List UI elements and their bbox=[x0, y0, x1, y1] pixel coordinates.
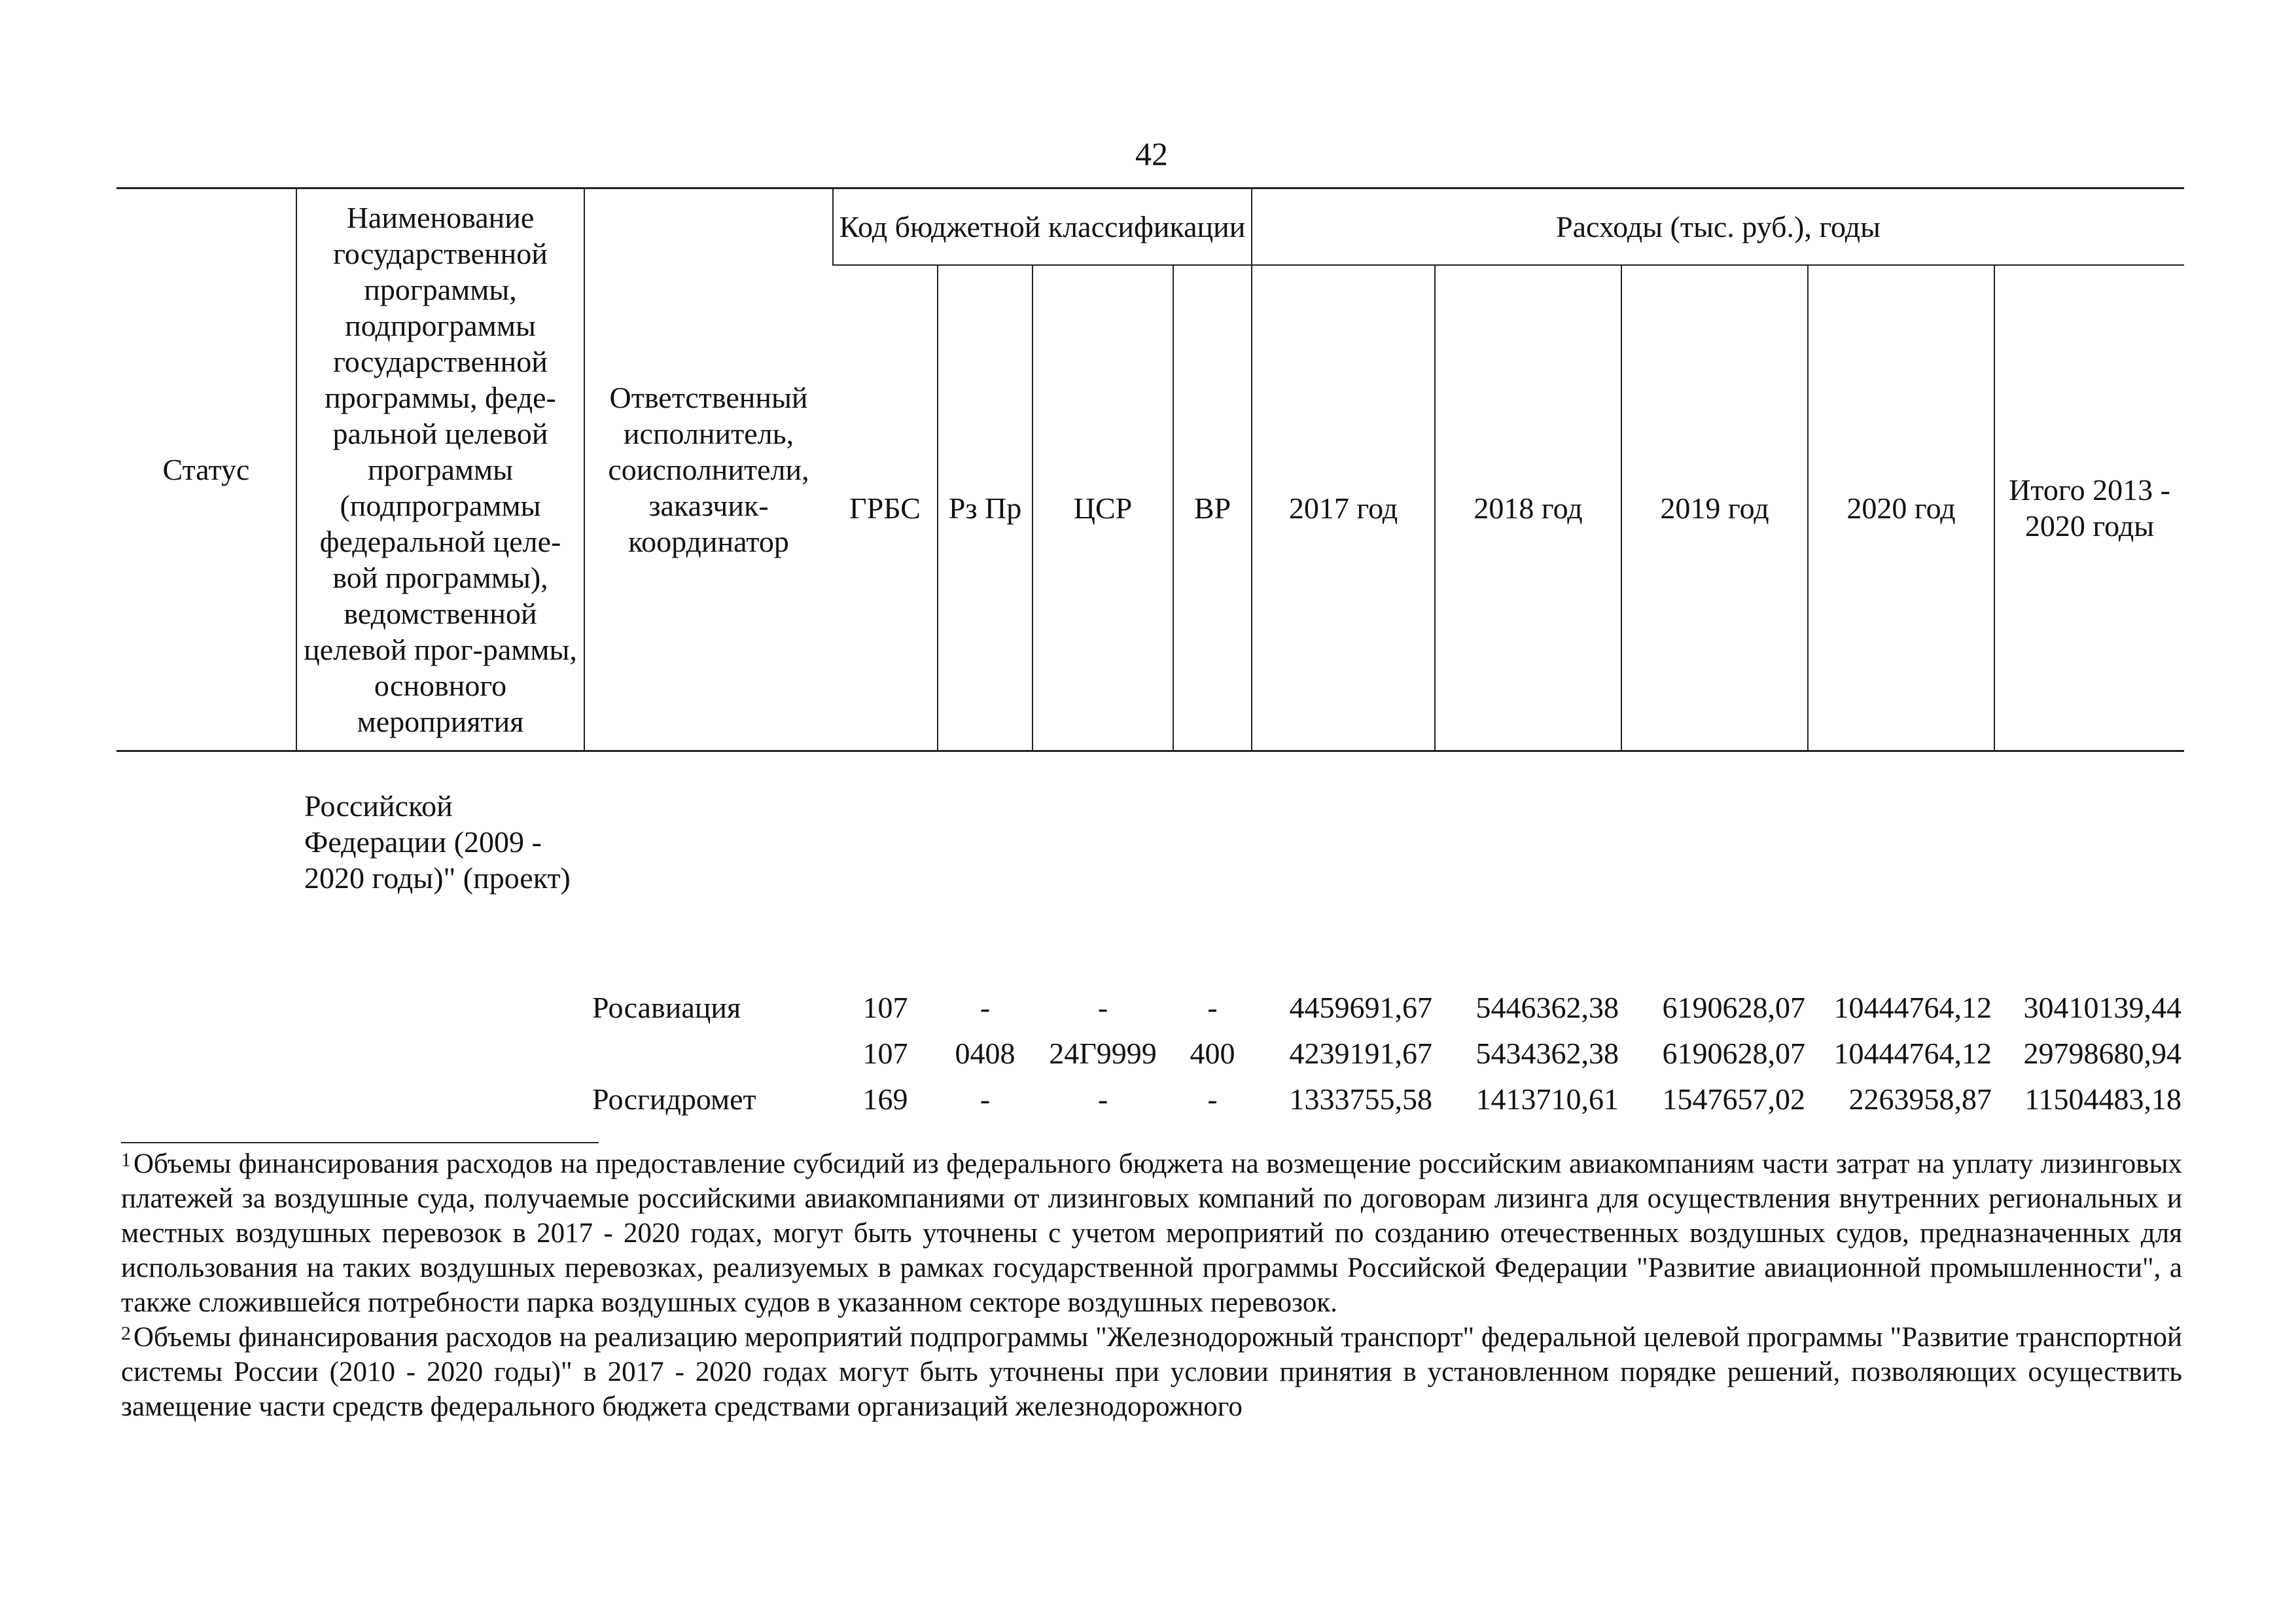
cell-total: 30410139,44 bbox=[2023, 990, 2182, 1024]
table-row bbox=[116, 1030, 2184, 1076]
cell-2018: 5446362,38 bbox=[1475, 990, 1619, 1024]
header-executor: Ответственный исполнитель, соисполнители, заказчик-координатор bbox=[584, 188, 833, 751]
cell-2019: 6190628,07 bbox=[1662, 990, 1806, 1024]
footnote-separator bbox=[121, 1142, 599, 1143]
header-rz-pr: Рз Пр bbox=[938, 265, 1033, 751]
footnote-2 bbox=[121, 1320, 2182, 1424]
cell-executor bbox=[584, 1030, 833, 1076]
header-expenses-group: Расходы (тыс. руб.), годы bbox=[1252, 188, 2184, 266]
header-grbs: ГРБС bbox=[833, 265, 938, 751]
footnotes bbox=[121, 1147, 2182, 1424]
header-program-name: Наименование государственной программы, подпрограммы государственной программы, феде-ральной целевой программы (подпрограммы федеральной целе-вой программы), ведомственной целевой прог-раммы, основного мероприятия bbox=[296, 188, 584, 751]
table-row bbox=[116, 1076, 2184, 1122]
cell-2020: 2263958,87 bbox=[1848, 1082, 1992, 1116]
cell-2019: 6190628,07 bbox=[1662, 1036, 1806, 1070]
cell-2018: 5434362,38 bbox=[1475, 1036, 1619, 1070]
footnote-1-mark: 1 bbox=[121, 1149, 131, 1171]
table-header bbox=[116, 188, 2184, 751]
footnote-1-text: Объемы финансирования расходов на предоставление субсидий из федерального бюджета на возмещение российским авиакомпаниям части затрат на уплату лизинговых платежей за воздушные суда, получаемые российскими авиакомпаниями от лизинговых компаний по договорам лизинга для осуществления внутренних региональных и местных воздушных перевозок в 2017 - 2020 годах, могут быть уточнены с учетом мероприятий по созданию отечественных воздушных судов, предназначенных для использования на таких воздушных перевозках, реализуемых в рамках государственной программы Российской Федерации "Развитие авиационной промышленности", а также сложившейся потребности парка воздушных судов в указанном секторе воздушных перевозок. bbox=[121, 1149, 2182, 1318]
cell-executor: Росавиация bbox=[592, 990, 741, 1024]
cell-grbs: 169 bbox=[862, 1082, 908, 1116]
header-2017: 2017 год bbox=[1252, 265, 1435, 751]
cell-csr: - bbox=[1097, 1082, 1108, 1116]
header-vr: ВР bbox=[1173, 265, 1252, 751]
cell-2019: 1547657,02 bbox=[1662, 1082, 1806, 1116]
footnote-1 bbox=[121, 1147, 2182, 1320]
footnote-2-text: Объемы финансирования расходов на реализацию мероприятий подпрограммы "Железнодорожный транспорт" федеральной целевой программы "Развитие транспортной системы России (2010 - 2020 годы)" в 2017 - 2020 годах могут быть уточнены при условии принятия в установленном порядке решений, позволяющих осуществить замещение части средств федерального бюджета средствами организаций железнодорожного bbox=[121, 1322, 2182, 1422]
cell-vr: - bbox=[1207, 990, 1218, 1024]
footnote-2-mark: 2 bbox=[121, 1323, 131, 1344]
header-budget-code-group: Код бюджетной классификации bbox=[833, 188, 1252, 266]
cell-csr: 24Г9999 bbox=[1049, 1036, 1157, 1070]
cell-2017: 4239191,67 bbox=[1289, 1036, 1433, 1070]
cell-rz-pr: - bbox=[980, 1082, 991, 1116]
header-status: Статус bbox=[116, 188, 296, 751]
table-body bbox=[116, 751, 2184, 1122]
program-name-continuation: Российской Федерации (2009 - 2020 годы)" (проект) bbox=[304, 789, 571, 895]
header-2019: 2019 год bbox=[1621, 265, 1808, 751]
cell-2017: 4459691,67 bbox=[1289, 990, 1433, 1024]
cell-2017: 1333755,58 bbox=[1289, 1082, 1433, 1116]
header-2018: 2018 год bbox=[1435, 265, 1621, 751]
cell-csr: - bbox=[1097, 990, 1108, 1024]
cell-2020: 10444764,12 bbox=[1833, 990, 1992, 1024]
cell-grbs: 107 bbox=[862, 990, 908, 1024]
cell-rz-pr: 0408 bbox=[955, 1036, 1016, 1070]
cell-2020: 10444764,12 bbox=[1833, 1036, 1992, 1070]
cell-vr: 400 bbox=[1190, 1036, 1235, 1070]
header-2020: 2020 год bbox=[1808, 265, 1994, 751]
page-number: 42 bbox=[1135, 135, 1168, 172]
header-total: Итого 2013 - 2020 годы bbox=[1994, 265, 2184, 751]
program-name-row bbox=[116, 788, 2184, 984]
cell-2018: 1413710,61 bbox=[1475, 1082, 1619, 1116]
cell-total: 29798680,94 bbox=[2023, 1036, 2182, 1070]
cell-rz-pr: - bbox=[980, 990, 991, 1024]
cell-grbs: 107 bbox=[862, 1036, 908, 1070]
cell-executor: Росгидромет bbox=[592, 1082, 756, 1116]
header-csr: ЦСР bbox=[1033, 265, 1173, 751]
cell-vr: - bbox=[1207, 1082, 1218, 1116]
budget-table bbox=[116, 187, 2184, 1122]
table-row bbox=[116, 984, 2184, 1030]
cell-total: 11504483,18 bbox=[2024, 1082, 2182, 1116]
